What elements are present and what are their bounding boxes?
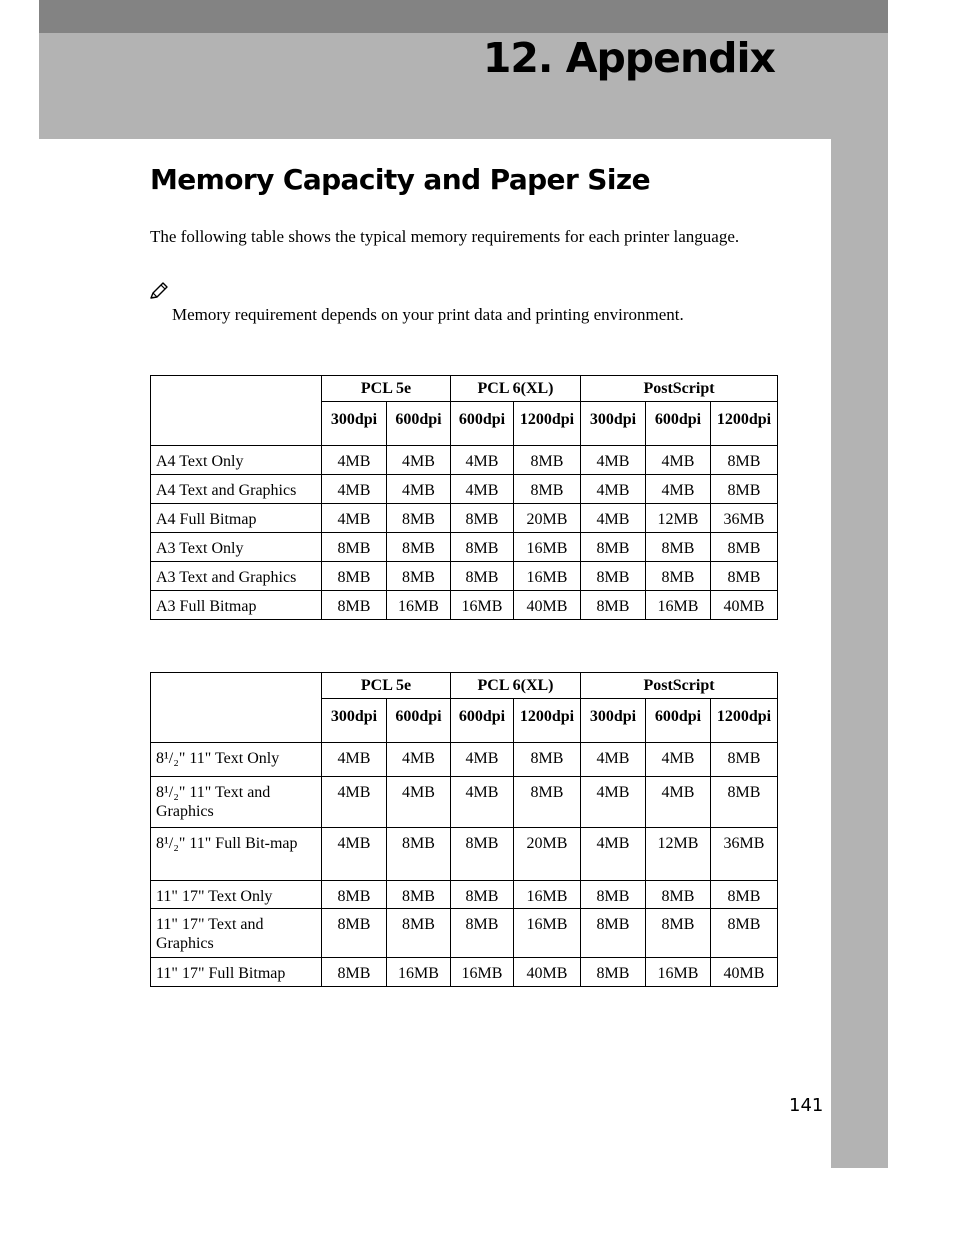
- memory-value-cell: 4MB: [581, 743, 646, 777]
- memory-value-cell: 4MB: [322, 446, 387, 475]
- memory-value-cell: 4MB: [451, 475, 514, 504]
- memory-value-cell: 20MB: [514, 828, 581, 881]
- table-row: [151, 446, 778, 475]
- memory-value-cell: 8MB: [322, 591, 387, 620]
- row-label: A4 Full Bitmap: [151, 504, 322, 533]
- header-resolution: 600dpi: [451, 699, 514, 743]
- header-pcl5e: PCL 5e: [322, 376, 451, 402]
- row-label: A3 Text and Graphics: [151, 562, 322, 591]
- row-label: 8¹/₂" 11" Full Bit-map: [151, 828, 322, 881]
- memory-value-cell: 8MB: [451, 881, 514, 909]
- memory-value-cell: 8MB: [711, 881, 778, 909]
- row-label: 8¹/₂" 11" Text and Graphics: [151, 777, 322, 828]
- memory-value-cell: 8MB: [514, 743, 581, 777]
- memory-value-cell: 8MB: [514, 777, 581, 828]
- memory-value-cell: 8MB: [387, 881, 451, 909]
- memory-value-cell: 4MB: [581, 446, 646, 475]
- table-row: [151, 881, 778, 909]
- memory-value-cell: 40MB: [711, 958, 778, 987]
- memory-value-cell: 4MB: [322, 475, 387, 504]
- memory-value-cell: 8MB: [451, 562, 514, 591]
- memory-value-cell: 16MB: [387, 958, 451, 987]
- memory-value-cell: 8MB: [646, 909, 711, 958]
- memory-value-cell: 16MB: [514, 533, 581, 562]
- memory-value-cell: 8MB: [581, 562, 646, 591]
- memory-value-cell: 16MB: [451, 591, 514, 620]
- table-row: [151, 777, 778, 828]
- table-row: [151, 533, 778, 562]
- memory-value-cell: 40MB: [514, 958, 581, 987]
- memory-value-cell: 16MB: [646, 958, 711, 987]
- memory-value-cell: 8MB: [581, 591, 646, 620]
- memory-value-cell: 4MB: [451, 743, 514, 777]
- memory-value-cell: 8MB: [581, 958, 646, 987]
- memory-value-cell: 8MB: [581, 909, 646, 958]
- header-pcl6: PCL 6(XL): [451, 376, 581, 402]
- row-label: A3 Full Bitmap: [151, 591, 322, 620]
- header-resolution: 1200dpi: [711, 699, 778, 743]
- memory-value-cell: 16MB: [451, 958, 514, 987]
- note-text: Memory requirement depends on your print data and printing environment.: [172, 305, 684, 324]
- memory-value-cell: 8MB: [387, 533, 451, 562]
- memory-value-cell: 40MB: [711, 591, 778, 620]
- memory-table-imperial: [150, 672, 778, 987]
- memory-value-cell: 4MB: [646, 777, 711, 828]
- memory-value-cell: 16MB: [646, 591, 711, 620]
- table-row: [151, 475, 778, 504]
- memory-value-cell: 4MB: [646, 475, 711, 504]
- header-pcl5e: PCL 5e: [322, 673, 451, 699]
- table-row: [151, 828, 778, 881]
- memory-value-cell: 8MB: [646, 533, 711, 562]
- header-resolution: 600dpi: [646, 699, 711, 743]
- memory-value-cell: 16MB: [514, 562, 581, 591]
- memory-value-cell: 8MB: [581, 533, 646, 562]
- memory-value-cell: 4MB: [451, 446, 514, 475]
- memory-value-cell: 4MB: [387, 475, 451, 504]
- header-resolution: 1200dpi: [514, 402, 581, 446]
- header-blank-cell: [151, 376, 322, 446]
- memory-value-cell: 4MB: [646, 446, 711, 475]
- memory-value-cell: 8MB: [711, 562, 778, 591]
- row-label: A4 Text Only: [151, 446, 322, 475]
- header-resolution: 300dpi: [322, 699, 387, 743]
- intro-paragraph: The following table shows the typical memory requirements for each printer language.: [150, 227, 740, 246]
- memory-value-cell: 8MB: [711, 777, 778, 828]
- memory-value-cell: 4MB: [387, 777, 451, 828]
- row-label: 11" 17" Text Only: [151, 881, 322, 909]
- section-title: Memory Capacity and Paper Size: [150, 163, 650, 196]
- memory-value-cell: 4MB: [451, 777, 514, 828]
- header-resolution: 1200dpi: [711, 402, 778, 446]
- memory-value-cell: 8MB: [514, 446, 581, 475]
- memory-value-cell: 16MB: [514, 881, 581, 909]
- memory-value-cell: 8MB: [451, 533, 514, 562]
- memory-value-cell: 8MB: [387, 504, 451, 533]
- header-resolution: 300dpi: [322, 402, 387, 446]
- memory-value-cell: 16MB: [514, 909, 581, 958]
- memory-value-cell: 8MB: [322, 958, 387, 987]
- memory-value-cell: 8MB: [646, 881, 711, 909]
- row-label: A3 Text Only: [151, 533, 322, 562]
- memory-value-cell: 8MB: [581, 881, 646, 909]
- memory-value-cell: 4MB: [581, 828, 646, 881]
- row-label: 11" 17" Full Bitmap: [151, 958, 322, 987]
- memory-value-cell: 4MB: [322, 777, 387, 828]
- memory-value-cell: 12MB: [646, 504, 711, 533]
- header-pcl6: PCL 6(XL): [451, 673, 581, 699]
- memory-value-cell: 4MB: [322, 743, 387, 777]
- header-resolution: 600dpi: [451, 402, 514, 446]
- table-row: [151, 743, 778, 777]
- header-resolution: 300dpi: [581, 699, 646, 743]
- memory-value-cell: 4MB: [646, 743, 711, 777]
- row-label: 11" 17" Text and Graphics: [151, 909, 322, 958]
- header-blank-cell: [151, 673, 322, 743]
- row-label: 8¹/₂" 11" Text Only: [151, 743, 322, 777]
- page-number: 141: [789, 1095, 824, 1116]
- chapter-title: 12. Appendix: [482, 34, 775, 82]
- memory-value-cell: 8MB: [322, 562, 387, 591]
- header-resolution: 1200dpi: [514, 699, 581, 743]
- memory-value-cell: 4MB: [581, 475, 646, 504]
- memory-table-metric: [150, 375, 778, 620]
- memory-value-cell: 8MB: [711, 743, 778, 777]
- side-thumb-band: [831, 139, 888, 1168]
- memory-value-cell: 16MB: [387, 591, 451, 620]
- memory-value-cell: 8MB: [322, 881, 387, 909]
- memory-value-cell: 8MB: [322, 909, 387, 958]
- header-resolution: 600dpi: [387, 402, 451, 446]
- memory-value-cell: 4MB: [322, 504, 387, 533]
- memory-value-cell: 40MB: [514, 591, 581, 620]
- header-dark-band: [39, 0, 888, 33]
- memory-value-cell: 8MB: [451, 504, 514, 533]
- table-row: [151, 562, 778, 591]
- memory-value-cell: 4MB: [387, 743, 451, 777]
- memory-value-cell: 20MB: [514, 504, 581, 533]
- table-row: [151, 958, 778, 987]
- memory-value-cell: 8MB: [711, 475, 778, 504]
- memory-value-cell: 8MB: [387, 562, 451, 591]
- memory-value-cell: 8MB: [711, 446, 778, 475]
- memory-value-cell: 4MB: [387, 446, 451, 475]
- header-postscript: PostScript: [581, 376, 778, 402]
- memory-value-cell: 4MB: [581, 777, 646, 828]
- memory-value-cell: 8MB: [711, 909, 778, 958]
- memory-value-cell: 8MB: [322, 533, 387, 562]
- header-resolution: 600dpi: [646, 402, 711, 446]
- memory-value-cell: 8MB: [387, 909, 451, 958]
- header-resolution: 300dpi: [581, 402, 646, 446]
- memory-value-cell: 8MB: [711, 533, 778, 562]
- header-resolution: 600dpi: [387, 699, 451, 743]
- memory-value-cell: 4MB: [581, 504, 646, 533]
- memory-value-cell: 4MB: [322, 828, 387, 881]
- table-row: [151, 909, 778, 958]
- row-label: A4 Text and Graphics: [151, 475, 322, 504]
- pencil-note-icon: [149, 281, 169, 301]
- memory-value-cell: 8MB: [387, 828, 451, 881]
- memory-value-cell: 8MB: [646, 562, 711, 591]
- memory-value-cell: 8MB: [514, 475, 581, 504]
- memory-value-cell: 36MB: [711, 828, 778, 881]
- memory-value-cell: 8MB: [451, 828, 514, 881]
- table-row: [151, 591, 778, 620]
- memory-value-cell: 36MB: [711, 504, 778, 533]
- memory-value-cell: 8MB: [451, 909, 514, 958]
- table-row: [151, 504, 778, 533]
- header-postscript: PostScript: [581, 673, 778, 699]
- memory-value-cell: 12MB: [646, 828, 711, 881]
